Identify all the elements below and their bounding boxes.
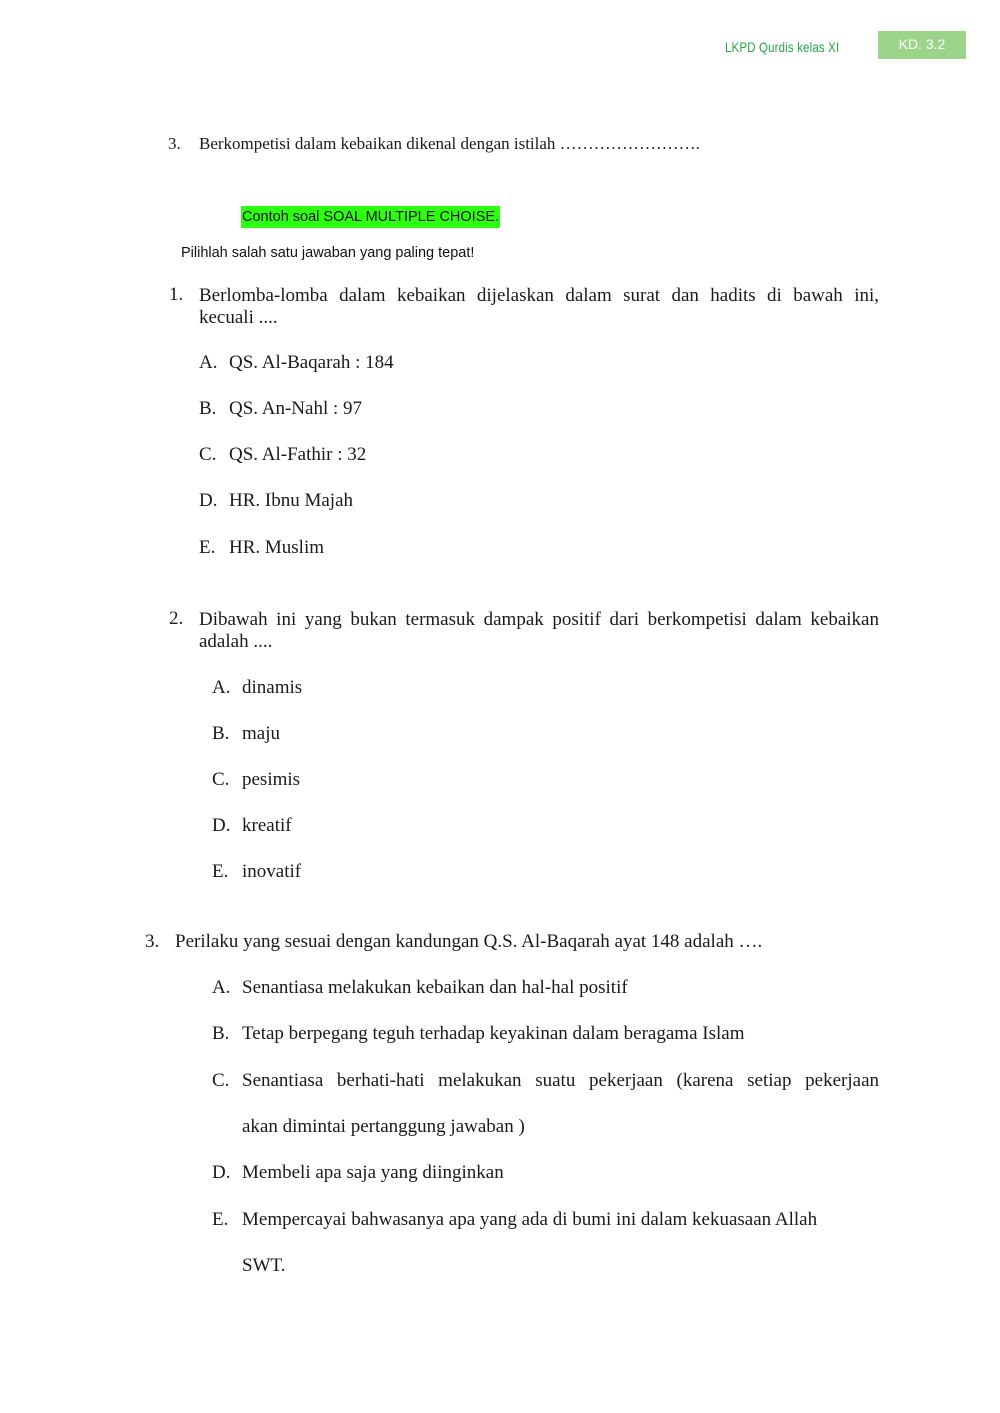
option-text: dinamis (242, 677, 303, 698)
q3-option-c[interactable] (212, 1070, 879, 1092)
q3-option-e[interactable] (212, 1209, 879, 1231)
instruction-text: Pilihlah salah satu jawaban yang paling tepat! (181, 245, 475, 261)
option-text: HR. Ibnu Majah (229, 490, 354, 511)
q2-option-a[interactable] (212, 677, 879, 699)
option-text: Senantiasa melakukan kebaikan dan hal-hal positif (242, 977, 628, 998)
option-letter: E. (212, 861, 229, 882)
q1-option-d[interactable] (199, 490, 879, 512)
question-2-number: 2. (169, 608, 184, 629)
option-letter: B. (199, 398, 217, 419)
q3-option-a[interactable] (212, 977, 879, 999)
option-text: Senantiasa berhati-hati melakukan suatu pekerjaan (karena setiap pekerjaan (242, 1070, 879, 1091)
option-text: Tetap berpegang teguh terhadap keyakinan dalam beragama Islam (242, 1023, 745, 1044)
q2-option-e[interactable] (212, 861, 879, 883)
q1-option-e[interactable] (199, 537, 879, 559)
q1-option-b[interactable] (199, 398, 879, 420)
header-title: LKPD Qurdis kelas XI (725, 39, 840, 55)
option-letter: B. (212, 1023, 230, 1044)
option-text: pesimis (242, 769, 301, 790)
option-letter: E. (212, 1209, 229, 1230)
question-2-text-cont: adalah .... (199, 631, 273, 652)
q3-option-d[interactable] (212, 1162, 879, 1184)
multiple-choice-heading: Contoh soal SOAL MULTIPLE CHOISE. (241, 206, 500, 228)
option-letter: A. (199, 352, 218, 373)
option-letter: D. (199, 490, 218, 511)
essay-item-number: 3. (168, 134, 181, 153)
question-2-text: Dibawah ini yang bukan termasuk dampak positif dari berkompetisi dalam kebaikan (199, 609, 879, 630)
option-text: inovatif (242, 861, 302, 882)
option-text: QS. Al-Fathir : 32 (229, 444, 367, 465)
question-3-text: Perilaku yang sesuai dengan kandungan Q.S. Al-Baqarah ayat 148 adalah …. (175, 931, 763, 952)
q3-option-c-cont: akan dimintai pertanggung jawaban ) (242, 1116, 525, 1137)
option-text: QS. Al-Baqarah : 184 (229, 352, 394, 373)
option-text: maju (242, 723, 280, 744)
q2-option-d[interactable] (212, 815, 879, 837)
question-1-text-cont: kecuali .... (199, 307, 278, 328)
q3-option-b[interactable] (212, 1023, 879, 1045)
q3-option-e-cont: SWT. (242, 1255, 286, 1276)
option-letter: B. (212, 723, 230, 744)
kd-badge: KD. 3.2 (878, 31, 966, 59)
option-letter: C. (212, 769, 230, 790)
option-letter: A. (212, 977, 231, 998)
option-text: Mempercayai bahwasanya apa yang ada di bumi ini dalam kekuasaan Allah (242, 1209, 818, 1230)
option-letter: D. (212, 1162, 231, 1183)
essay-item-text: Berkompetisi dalam kebaikan dikenal dengan istilah ……………………. (199, 134, 700, 153)
question-1-text: Berlomba-lomba dalam kebaikan dijelaskan dalam surat dan hadits di bawah ini, (199, 285, 879, 306)
option-letter: A. (212, 677, 231, 698)
option-letter: E. (199, 537, 216, 558)
option-letter: D. (212, 815, 231, 836)
option-text: Membeli apa saja yang diinginkan (242, 1162, 504, 1183)
q1-option-a[interactable] (199, 352, 879, 374)
option-letter: C. (199, 444, 217, 465)
option-text: kreatif (242, 815, 292, 836)
question-1-number: 1. (169, 284, 184, 305)
option-letter: C. (212, 1070, 230, 1091)
option-text: QS. An-Nahl : 97 (229, 398, 362, 419)
question-3-number: 3. (145, 931, 160, 952)
option-text: HR. Muslim (229, 537, 325, 558)
q1-option-c[interactable] (199, 444, 879, 466)
q2-option-b[interactable] (212, 723, 879, 745)
q2-option-c[interactable] (212, 769, 879, 791)
